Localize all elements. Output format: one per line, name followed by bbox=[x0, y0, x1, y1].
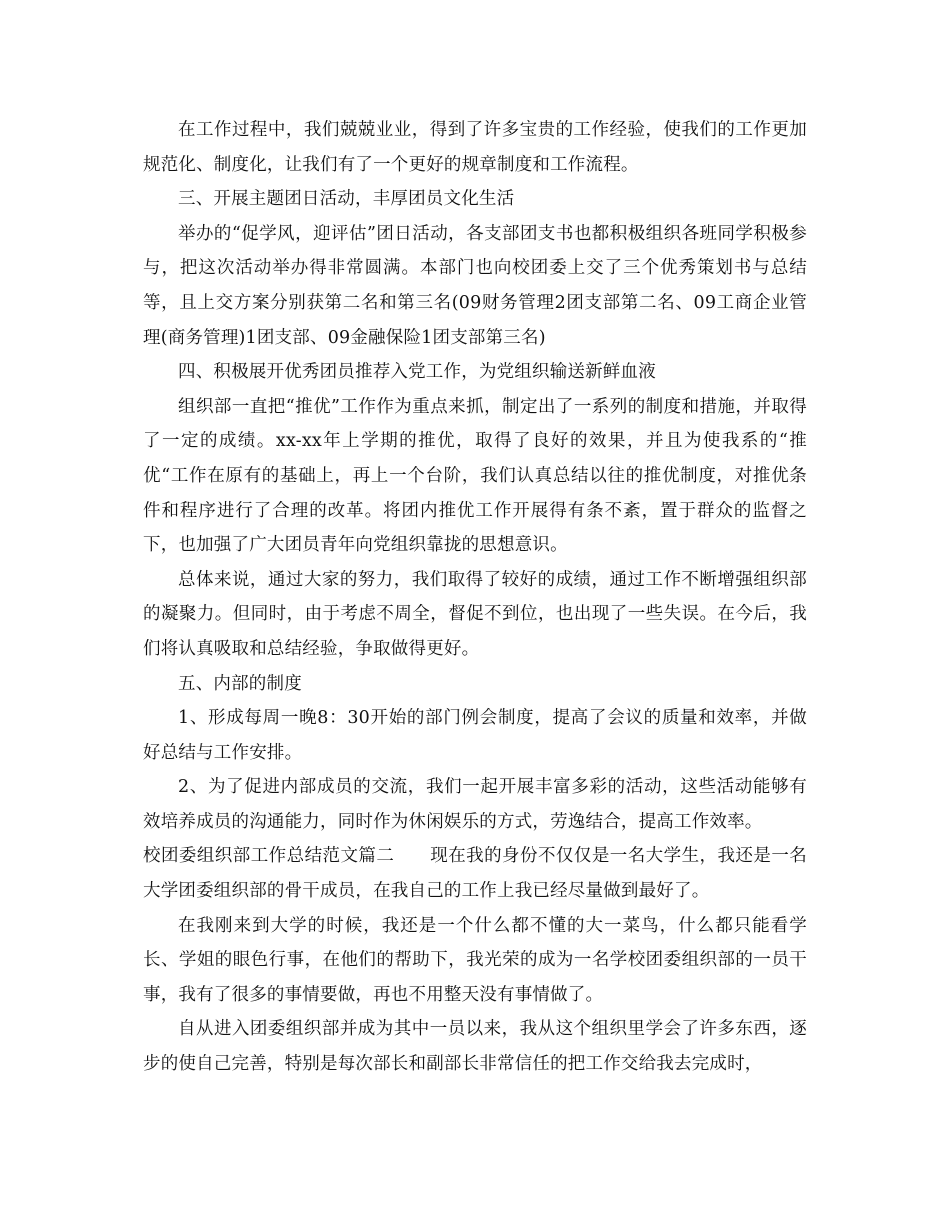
paragraph-freshman: 在我刚来到大学的时候，我还是一个什么都不懂的大一菜鸟，什么都只能看学长、学姐的眼色行事，在他们的帮助下，我光荣的成为一名学校团委组织部的一员干事，我有了很多的事情要做，再也不用整天没有事情做了。 bbox=[143, 915, 807, 1005]
paragraph-rule-1: 1、形成每周一晚8：30开始的部门例会制度，提高了会议的质量和效率，并做好总结与工作安排。 bbox=[143, 708, 807, 763]
paragraph-article-two-intro: 校团委组织部工作总结范文篇二 现在我的身份不仅仅是一名大学生，我还是一名大学团委组织部的骨干成员，在我自己的工作上我已经尽量做到最好了。 bbox=[143, 846, 807, 902]
paragraph-rule-2: 2、为了促进内部成员的交流，我们一起开展丰富多彩的活动，这些活动能够有效培养成员的沟通能力，同时作为休闲娱乐的方式，劳逸结合，提高工作效率。 bbox=[143, 777, 807, 832]
paragraph-summary: 总体来说，通过大家的努力，我们取得了较好的成绩，通过工作不断增强组织部的凝聚力。但同时，由于考虑不周全，督促不到位，也出现了一些失误。在今后，我们将认真吸取和总结经验，争取做得更好。 bbox=[143, 569, 807, 659]
document-page bbox=[143, 113, 807, 1082]
paragraph-joining: 自从进入团委组织部并成为其中一员以来，我从这个组织里学会了许多东西，逐步的使自己完善，特别是每次部长和副部长非常信任的把工作交给我去完成时， bbox=[143, 1019, 807, 1075]
paragraph-league-activity: 举办的“促学风，迎评估”团日活动，各支部团支书也都积极组织各班同学积极参与，把这次活动举办得非常圆满。本部门也向校团委上交了三个优秀策划书与总结等，且上交方案分别获第二名和第三名(09财务管理2团支部第二名、09工商企业管理(商务管理)1团支部、09金融保险1团支部第三名) bbox=[143, 223, 807, 348]
paragraph-recommendation: 组织部一直把“推优”工作作为重点来抓，制定出了一系列的制度和措施，并取得了一定的成绩。xx-xx年上学期的推优，取得了良好的效果，并且为使我系的“推优“工作在原有的基础上，再上一个台阶，我们认真总结以往的推优制度，对推优条件和程序进行了合理的改革。将团内推优工作开展得有条不紊，置于群众的监督之下，也加强了广大团员青年向党组织靠拢的思想意识。 bbox=[143, 396, 807, 556]
section-heading-5: 五、内部的制度 bbox=[178, 673, 302, 694]
paragraph-work-experience: 在工作过程中，我们兢兢业业，得到了许多宝贵的工作经验，使我们的工作更加规范化、制度化，让我们有了一个更好的规章制度和工作流程。 bbox=[143, 120, 807, 175]
section-heading-4: 四、积极展开优秀团员推荐入党工作，为党组织输送新鲜血液 bbox=[178, 362, 656, 383]
section-heading-3: 三、开展主题团日活动，丰厚团员文化生活 bbox=[178, 189, 515, 210]
